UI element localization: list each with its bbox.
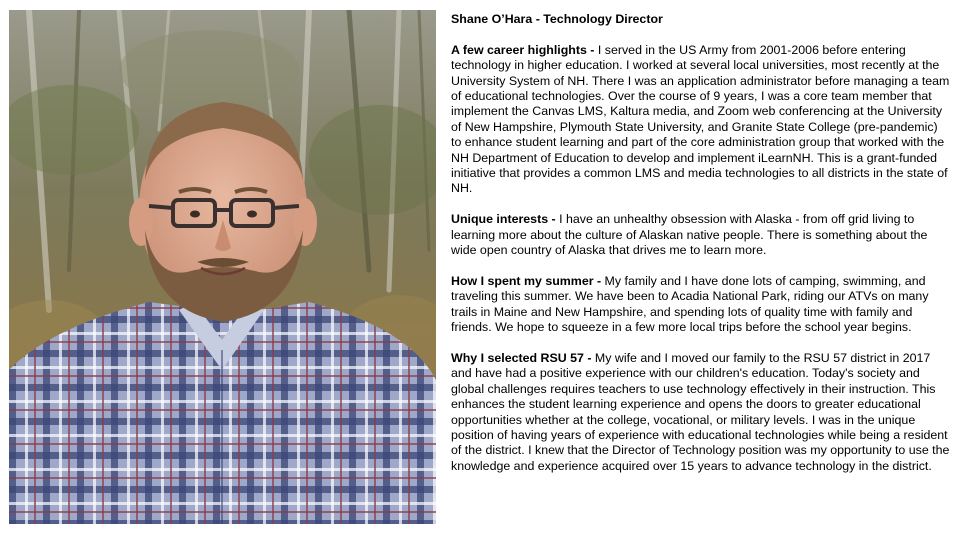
bio-section-summer: [451, 274, 951, 336]
section-text-career: I served in the US Army from 2001-2006 before entering technology in higher education. I worked at several local universities, most recently at the University System of NH. There I was an application administrator before managing a team of educational technologies. Over the course of 9 years, I was a core team member that implement the Canvas LMS, Kaltura media, and Zoom web conferencing at the University of New Hampshire, Plymouth State University, and Granite State College (pre-pandemic) to enhance student learning and part of the core administration group that worked with the NH Department of Education to develop and implement iLearnNH. This is a grant-funded initiative that provides a common LMS and media technologies to all districts in the state of NH.: [451, 42, 950, 196]
section-lead-rsu57: Why I selected RSU 57 -: [451, 350, 595, 365]
section-text-interests: I have an unhealthy obsession with Alaska - from off grid living to learning more about the culture of Alaskan native people. There is something about the wide open country of Alaska that drives me to learn more.: [451, 212, 928, 258]
portrait-illustration: [9, 10, 436, 524]
bio-section-interests: [451, 212, 951, 258]
section-lead-interests: Unique interests -: [451, 212, 560, 227]
section-lead-career: A few career highlights -: [451, 42, 598, 57]
portrait-photo: [9, 10, 436, 524]
bio-section-rsu57: [451, 351, 951, 474]
section-text-summer: My family and I have done lots of camping, swimming, and traveling this summer. We have been to Acadia National Park, riding our ATVs on many trails in Maine and New Hampshire, and spending lots of quality time with family and friends. We hope to squeeze in a few more local trips before the school year begins.: [451, 273, 929, 335]
section-lead-summer: How I spent my summer -: [451, 273, 605, 288]
bio-text-panel: [451, 12, 951, 474]
bio-heading: Shane O’Hara - Technology Director: [451, 12, 663, 26]
bio-section-career: [451, 43, 951, 197]
section-text-rsu57: My wife and I moved our family to the RSU 57 district in 2017 and have had a positive experience with our children's education. Today's society and global challenges requires teachers to use technology effectively in their instruction. This enhances the student learning experience and opens the doors to greater educational opportunities whether at the college, vocational, or military levels. I was in the unique position of having years of experience with educational technologies while being a resident of the district. I knew that the Director of Technology position was my opportunity to use the knowledge and experience acquired over 15 years to advance technology in the district.: [451, 350, 950, 473]
